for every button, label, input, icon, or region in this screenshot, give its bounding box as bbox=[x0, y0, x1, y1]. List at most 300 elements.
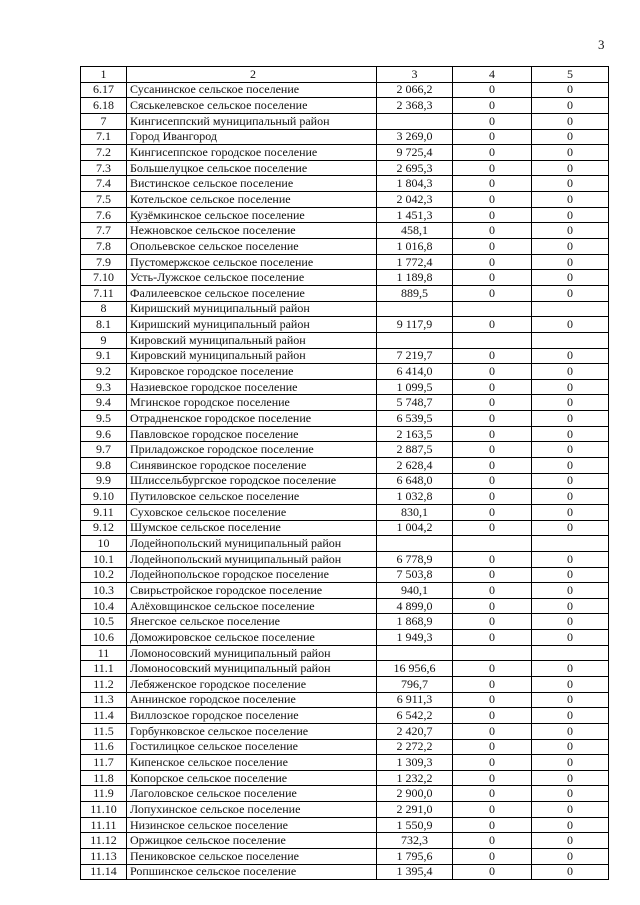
header-col-1: 1 bbox=[81, 67, 127, 83]
table-row bbox=[81, 583, 609, 599]
col-4-value: 0 bbox=[453, 661, 532, 677]
col-5-value: 0 bbox=[532, 223, 609, 239]
row-number: 9.7 bbox=[81, 442, 127, 458]
col-4-value: 0 bbox=[453, 254, 532, 270]
col-4-value: 0 bbox=[453, 379, 532, 395]
col-4-value: 0 bbox=[453, 833, 532, 849]
table-row bbox=[81, 551, 609, 567]
municipality-name: Суховское сельское поселение bbox=[127, 504, 377, 520]
row-number: 8.1 bbox=[81, 317, 127, 333]
table-row bbox=[81, 692, 609, 708]
col-5-value: 0 bbox=[532, 82, 609, 98]
col-4-value: 0 bbox=[453, 489, 532, 505]
col-4-value: 0 bbox=[453, 708, 532, 724]
col-5-value: 0 bbox=[532, 504, 609, 520]
municipality-name: Аннинское городское поселение bbox=[127, 692, 377, 708]
col-5-value: 0 bbox=[532, 239, 609, 255]
amount: 732,3 bbox=[377, 833, 453, 849]
col-5-value: 0 bbox=[532, 160, 609, 176]
row-number: 11.14 bbox=[81, 864, 127, 880]
col-4-value: 0 bbox=[453, 364, 532, 380]
table-row bbox=[81, 833, 609, 849]
amount: 1 868,9 bbox=[377, 614, 453, 630]
municipality-name: Киришский муниципальный район bbox=[127, 301, 377, 317]
col-5-value: 0 bbox=[532, 630, 609, 646]
col-5-value: 0 bbox=[532, 176, 609, 192]
col-5-value: 0 bbox=[532, 723, 609, 739]
amount: 7 219,7 bbox=[377, 348, 453, 364]
row-number: 7.5 bbox=[81, 192, 127, 208]
col-5-value: 0 bbox=[532, 708, 609, 724]
table-row bbox=[81, 379, 609, 395]
amount: 6 414,0 bbox=[377, 364, 453, 380]
municipality-name: Янегское сельское поселение bbox=[127, 614, 377, 630]
municipality-name: Лопухинское сельское поселение bbox=[127, 802, 377, 818]
col-5-value: 0 bbox=[532, 270, 609, 286]
col-4-value: 0 bbox=[453, 583, 532, 599]
col-4-value: 0 bbox=[453, 192, 532, 208]
row-number: 7.6 bbox=[81, 207, 127, 223]
table-row bbox=[81, 645, 609, 661]
col-5-value: 0 bbox=[532, 676, 609, 692]
municipality-name: Гостилицкое сельское поселение bbox=[127, 739, 377, 755]
col-5-value: 0 bbox=[532, 364, 609, 380]
municipality-name: Кировское городское поселение bbox=[127, 364, 377, 380]
amount bbox=[377, 645, 453, 661]
table-row bbox=[81, 82, 609, 98]
col-5-value: 0 bbox=[532, 379, 609, 395]
col-4-value: 0 bbox=[453, 802, 532, 818]
col-4-value: 0 bbox=[453, 239, 532, 255]
amount: 2 628,4 bbox=[377, 458, 453, 474]
row-number: 7.11 bbox=[81, 285, 127, 301]
col-4-value: 0 bbox=[453, 270, 532, 286]
municipality-name: Лодейнопольский муниципальный район bbox=[127, 536, 377, 552]
amount: 1 189,8 bbox=[377, 270, 453, 286]
col-4-value: 0 bbox=[453, 426, 532, 442]
row-number: 9.3 bbox=[81, 379, 127, 395]
amount bbox=[377, 301, 453, 317]
amount: 2 368,3 bbox=[377, 98, 453, 114]
col-4-value: 0 bbox=[453, 676, 532, 692]
col-5-value: 0 bbox=[532, 739, 609, 755]
row-number: 9.12 bbox=[81, 520, 127, 536]
row-number: 6.17 bbox=[81, 82, 127, 98]
amount: 940,1 bbox=[377, 583, 453, 599]
row-number: 9.10 bbox=[81, 489, 127, 505]
row-number: 11.3 bbox=[81, 692, 127, 708]
col-5-value: 0 bbox=[532, 849, 609, 865]
amount: 6 542,2 bbox=[377, 708, 453, 724]
table-row bbox=[81, 723, 609, 739]
col-4-value: 0 bbox=[453, 160, 532, 176]
col-4-value: 0 bbox=[453, 755, 532, 771]
amount: 830,1 bbox=[377, 504, 453, 520]
row-number: 7 bbox=[81, 113, 127, 129]
amount: 1 016,8 bbox=[377, 239, 453, 255]
municipality-name: Лодейнопольский муниципальный район bbox=[127, 551, 377, 567]
table-row bbox=[81, 364, 609, 380]
col-5-value: 0 bbox=[532, 489, 609, 505]
row-number: 9.1 bbox=[81, 348, 127, 364]
col-5-value: 0 bbox=[532, 317, 609, 333]
col-5-value: 0 bbox=[532, 833, 609, 849]
col-4-value bbox=[453, 301, 532, 317]
col-4-value: 0 bbox=[453, 223, 532, 239]
row-number: 11.13 bbox=[81, 849, 127, 865]
table-row bbox=[81, 504, 609, 520]
table-row bbox=[81, 145, 609, 161]
municipality-name: Большелуцкое сельское поселение bbox=[127, 160, 377, 176]
table-row bbox=[81, 676, 609, 692]
municipality-name: Виллозское городское поселение bbox=[127, 708, 377, 724]
amount: 2 420,7 bbox=[377, 723, 453, 739]
amount: 1 099,5 bbox=[377, 379, 453, 395]
col-4-value: 0 bbox=[453, 129, 532, 145]
row-number: 11.4 bbox=[81, 708, 127, 724]
col-4-value: 0 bbox=[453, 739, 532, 755]
col-4-value: 0 bbox=[453, 207, 532, 223]
municipality-name: Киришский муниципальный район bbox=[127, 317, 377, 333]
table-row bbox=[81, 395, 609, 411]
table-row bbox=[81, 426, 609, 442]
col-4-value: 0 bbox=[453, 614, 532, 630]
municipality-name: Сусанинское сельское поселение bbox=[127, 82, 377, 98]
col-4-value: 0 bbox=[453, 770, 532, 786]
table-row bbox=[81, 598, 609, 614]
row-number: 9.8 bbox=[81, 458, 127, 474]
col-5-value: 0 bbox=[532, 598, 609, 614]
col-5-value: 0 bbox=[532, 426, 609, 442]
col-5-value: 0 bbox=[532, 551, 609, 567]
municipality-name: Ломоносовский муниципальный район bbox=[127, 645, 377, 661]
amount: 2 272,2 bbox=[377, 739, 453, 755]
col-5-value: 0 bbox=[532, 583, 609, 599]
municipality-name: Кингисеппский муниципальный район bbox=[127, 113, 377, 129]
municipality-name: Мгинское городское поселение bbox=[127, 395, 377, 411]
amount: 3 269,0 bbox=[377, 129, 453, 145]
col-5-value bbox=[532, 301, 609, 317]
table-row bbox=[81, 802, 609, 818]
table-row bbox=[81, 348, 609, 364]
col-4-value: 0 bbox=[453, 82, 532, 98]
municipality-name: Вистинское сельское поселение bbox=[127, 176, 377, 192]
col-5-value: 0 bbox=[532, 411, 609, 427]
row-number: 7.3 bbox=[81, 160, 127, 176]
table-row bbox=[81, 473, 609, 489]
table-row bbox=[81, 192, 609, 208]
amount: 9 725,4 bbox=[377, 145, 453, 161]
table-row bbox=[81, 864, 609, 880]
col-5-value: 0 bbox=[532, 692, 609, 708]
col-4-value: 0 bbox=[453, 317, 532, 333]
municipality-name: Алёховщинское сельское поселение bbox=[127, 598, 377, 614]
allocation-table bbox=[80, 66, 609, 880]
amount: 1 309,3 bbox=[377, 755, 453, 771]
row-number: 10.4 bbox=[81, 598, 127, 614]
col-5-value: 0 bbox=[532, 786, 609, 802]
row-number: 10.6 bbox=[81, 630, 127, 646]
table-row bbox=[81, 411, 609, 427]
table-row bbox=[81, 254, 609, 270]
municipality-name: Кипенское сельское поселение bbox=[127, 755, 377, 771]
municipality-name: Город Ивангород bbox=[127, 129, 377, 145]
table-row bbox=[81, 458, 609, 474]
row-number: 7.10 bbox=[81, 270, 127, 286]
municipality-name: Кузёмкинское сельское поселение bbox=[127, 207, 377, 223]
col-5-value: 0 bbox=[532, 395, 609, 411]
row-number: 11.12 bbox=[81, 833, 127, 849]
col-4-value: 0 bbox=[453, 348, 532, 364]
table-row bbox=[81, 301, 609, 317]
municipality-name: Шлиссельбургское городское поселение bbox=[127, 473, 377, 489]
col-4-value: 0 bbox=[453, 145, 532, 161]
col-5-value: 0 bbox=[532, 864, 609, 880]
col-4-value: 0 bbox=[453, 849, 532, 865]
amount: 458,1 bbox=[377, 223, 453, 239]
col-5-value: 0 bbox=[532, 567, 609, 583]
row-number: 9.2 bbox=[81, 364, 127, 380]
col-4-value: 0 bbox=[453, 442, 532, 458]
municipality-name: Усть-Лужское сельское поселение bbox=[127, 270, 377, 286]
row-number: 9.5 bbox=[81, 411, 127, 427]
municipality-name: Синявинское городское поселение bbox=[127, 458, 377, 474]
row-number: 7.2 bbox=[81, 145, 127, 161]
row-number: 7.8 bbox=[81, 239, 127, 255]
municipality-name: Приладожское городское поселение bbox=[127, 442, 377, 458]
amount: 1 550,9 bbox=[377, 817, 453, 833]
amount: 1 804,3 bbox=[377, 176, 453, 192]
table-row bbox=[81, 536, 609, 552]
row-number: 8 bbox=[81, 301, 127, 317]
table-row bbox=[81, 849, 609, 865]
table-header-row bbox=[81, 67, 609, 83]
col-5-value: 0 bbox=[532, 817, 609, 833]
table-row bbox=[81, 176, 609, 192]
table-row bbox=[81, 98, 609, 114]
amount: 2 695,3 bbox=[377, 160, 453, 176]
row-number: 10 bbox=[81, 536, 127, 552]
municipality-name: Сяськелевское сельское поселение bbox=[127, 98, 377, 114]
row-number: 11.8 bbox=[81, 770, 127, 786]
amount: 16 956,6 bbox=[377, 661, 453, 677]
row-number: 10.3 bbox=[81, 583, 127, 599]
amount: 2 042,3 bbox=[377, 192, 453, 208]
table-row bbox=[81, 285, 609, 301]
amount: 1 772,4 bbox=[377, 254, 453, 270]
col-4-value: 0 bbox=[453, 285, 532, 301]
municipality-name: Кингисеппское городское поселение bbox=[127, 145, 377, 161]
row-number: 9.6 bbox=[81, 426, 127, 442]
amount: 2 887,5 bbox=[377, 442, 453, 458]
row-number: 9 bbox=[81, 332, 127, 348]
municipality-name: Свирьстройское городское поселение bbox=[127, 583, 377, 599]
municipality-name: Копорское сельское поселение bbox=[127, 770, 377, 786]
amount: 4 899,0 bbox=[377, 598, 453, 614]
col-4-value: 0 bbox=[453, 520, 532, 536]
col-5-value: 0 bbox=[532, 614, 609, 630]
page-number: 3 bbox=[598, 37, 605, 52]
table-row bbox=[81, 520, 609, 536]
table-row bbox=[81, 567, 609, 583]
amount: 6 539,5 bbox=[377, 411, 453, 427]
amount: 2 291,0 bbox=[377, 802, 453, 818]
row-number: 11.1 bbox=[81, 661, 127, 677]
row-number: 7.1 bbox=[81, 129, 127, 145]
col-5-value: 0 bbox=[532, 802, 609, 818]
row-number: 7.7 bbox=[81, 223, 127, 239]
row-number: 9.4 bbox=[81, 395, 127, 411]
row-number: 11.5 bbox=[81, 723, 127, 739]
row-number: 11.9 bbox=[81, 786, 127, 802]
municipality-name: Лодейнопольское городское поселение bbox=[127, 567, 377, 583]
col-4-value: 0 bbox=[453, 598, 532, 614]
col-5-value: 0 bbox=[532, 348, 609, 364]
amount: 2 900,0 bbox=[377, 786, 453, 802]
row-number: 10.1 bbox=[81, 551, 127, 567]
amount: 9 117,9 bbox=[377, 317, 453, 333]
col-4-value: 0 bbox=[453, 395, 532, 411]
col-4-value: 0 bbox=[453, 411, 532, 427]
row-number: 9.11 bbox=[81, 504, 127, 520]
table-row bbox=[81, 223, 609, 239]
row-number: 11.2 bbox=[81, 676, 127, 692]
row-number: 6.18 bbox=[81, 98, 127, 114]
table-row bbox=[81, 129, 609, 145]
table-row bbox=[81, 317, 609, 333]
amount: 1 949,3 bbox=[377, 630, 453, 646]
table-row bbox=[81, 614, 609, 630]
col-5-value: 0 bbox=[532, 254, 609, 270]
col-4-value: 0 bbox=[453, 504, 532, 520]
row-number: 11.6 bbox=[81, 739, 127, 755]
municipality-name: Отрадненское городское поселение bbox=[127, 411, 377, 427]
col-4-value: 0 bbox=[453, 567, 532, 583]
table-row bbox=[81, 442, 609, 458]
col-4-value: 0 bbox=[453, 113, 532, 129]
amount: 1 451,3 bbox=[377, 207, 453, 223]
municipality-name: Оржицкое сельское поселение bbox=[127, 833, 377, 849]
table-row bbox=[81, 786, 609, 802]
table-row bbox=[81, 207, 609, 223]
col-4-value: 0 bbox=[453, 98, 532, 114]
amount: 5 748,7 bbox=[377, 395, 453, 411]
row-number: 11 bbox=[81, 645, 127, 661]
header-col-4: 4 bbox=[453, 67, 532, 83]
col-5-value: 0 bbox=[532, 770, 609, 786]
row-number: 9.9 bbox=[81, 473, 127, 489]
amount bbox=[377, 332, 453, 348]
amount: 2 163,5 bbox=[377, 426, 453, 442]
municipality-name: Фалилеевское сельское поселение bbox=[127, 285, 377, 301]
table-body bbox=[81, 82, 609, 880]
amount: 6 911,3 bbox=[377, 692, 453, 708]
municipality-name: Павловское городское поселение bbox=[127, 426, 377, 442]
amount: 889,5 bbox=[377, 285, 453, 301]
amount: 2 066,2 bbox=[377, 82, 453, 98]
table-row bbox=[81, 630, 609, 646]
amount: 796,7 bbox=[377, 676, 453, 692]
col-4-value: 0 bbox=[453, 176, 532, 192]
municipality-name: Низинское сельское поселение bbox=[127, 817, 377, 833]
col-4-value bbox=[453, 536, 532, 552]
table-row bbox=[81, 817, 609, 833]
municipality-name: Котельское сельское поселение bbox=[127, 192, 377, 208]
amount: 6 648,0 bbox=[377, 473, 453, 489]
col-5-value: 0 bbox=[532, 520, 609, 536]
amount: 1 004,2 bbox=[377, 520, 453, 536]
table-row bbox=[81, 489, 609, 505]
amount: 1 032,8 bbox=[377, 489, 453, 505]
col-5-value: 0 bbox=[532, 145, 609, 161]
municipality-name: Лебяженское городское поселение bbox=[127, 676, 377, 692]
col-5-value: 0 bbox=[532, 113, 609, 129]
col-5-value: 0 bbox=[532, 129, 609, 145]
col-5-value bbox=[532, 536, 609, 552]
header-col-5: 5 bbox=[532, 67, 609, 83]
col-5-value: 0 bbox=[532, 442, 609, 458]
table-row bbox=[81, 332, 609, 348]
col-4-value: 0 bbox=[453, 551, 532, 567]
row-number: 7.9 bbox=[81, 254, 127, 270]
municipality-name: Доможировское сельское поселение bbox=[127, 630, 377, 646]
row-number: 11.10 bbox=[81, 802, 127, 818]
col-5-value: 0 bbox=[532, 661, 609, 677]
col-5-value: 0 bbox=[532, 98, 609, 114]
col-5-value: 0 bbox=[532, 473, 609, 489]
amount: 6 778,9 bbox=[377, 551, 453, 567]
col-5-value bbox=[532, 332, 609, 348]
amount: 1 395,4 bbox=[377, 864, 453, 880]
amount bbox=[377, 113, 453, 129]
row-number: 11.7 bbox=[81, 755, 127, 771]
municipality-name: Путиловское сельское поселение bbox=[127, 489, 377, 505]
table-row bbox=[81, 113, 609, 129]
table-row bbox=[81, 755, 609, 771]
municipality-name: Лаголовское сельское поселение bbox=[127, 786, 377, 802]
table-row bbox=[81, 661, 609, 677]
col-5-value: 0 bbox=[532, 285, 609, 301]
header-col-2: 2 bbox=[127, 67, 377, 83]
header-col-3: 3 bbox=[377, 67, 453, 83]
amount bbox=[377, 536, 453, 552]
municipality-name: Кировский муниципальный район bbox=[127, 348, 377, 364]
col-5-value: 0 bbox=[532, 755, 609, 771]
municipality-name: Пустомержское сельское поселение bbox=[127, 254, 377, 270]
row-number: 10.2 bbox=[81, 567, 127, 583]
table-row bbox=[81, 708, 609, 724]
col-4-value: 0 bbox=[453, 473, 532, 489]
table-row bbox=[81, 770, 609, 786]
col-4-value: 0 bbox=[453, 692, 532, 708]
row-number: 10.5 bbox=[81, 614, 127, 630]
col-5-value bbox=[532, 645, 609, 661]
col-4-value: 0 bbox=[453, 458, 532, 474]
table-row bbox=[81, 739, 609, 755]
col-4-value bbox=[453, 645, 532, 661]
municipality-name: Кировский муниципальный район bbox=[127, 332, 377, 348]
table-row bbox=[81, 160, 609, 176]
municipality-name: Шумское сельское поселение bbox=[127, 520, 377, 536]
col-4-value: 0 bbox=[453, 817, 532, 833]
municipality-name: Нежновское сельское поселение bbox=[127, 223, 377, 239]
municipality-name: Пениковское сельское поселение bbox=[127, 849, 377, 865]
amount: 1 232,2 bbox=[377, 770, 453, 786]
table-row bbox=[81, 270, 609, 286]
municipality-name: Горбунковское сельское поселение bbox=[127, 723, 377, 739]
amount: 1 795,6 bbox=[377, 849, 453, 865]
col-4-value: 0 bbox=[453, 786, 532, 802]
